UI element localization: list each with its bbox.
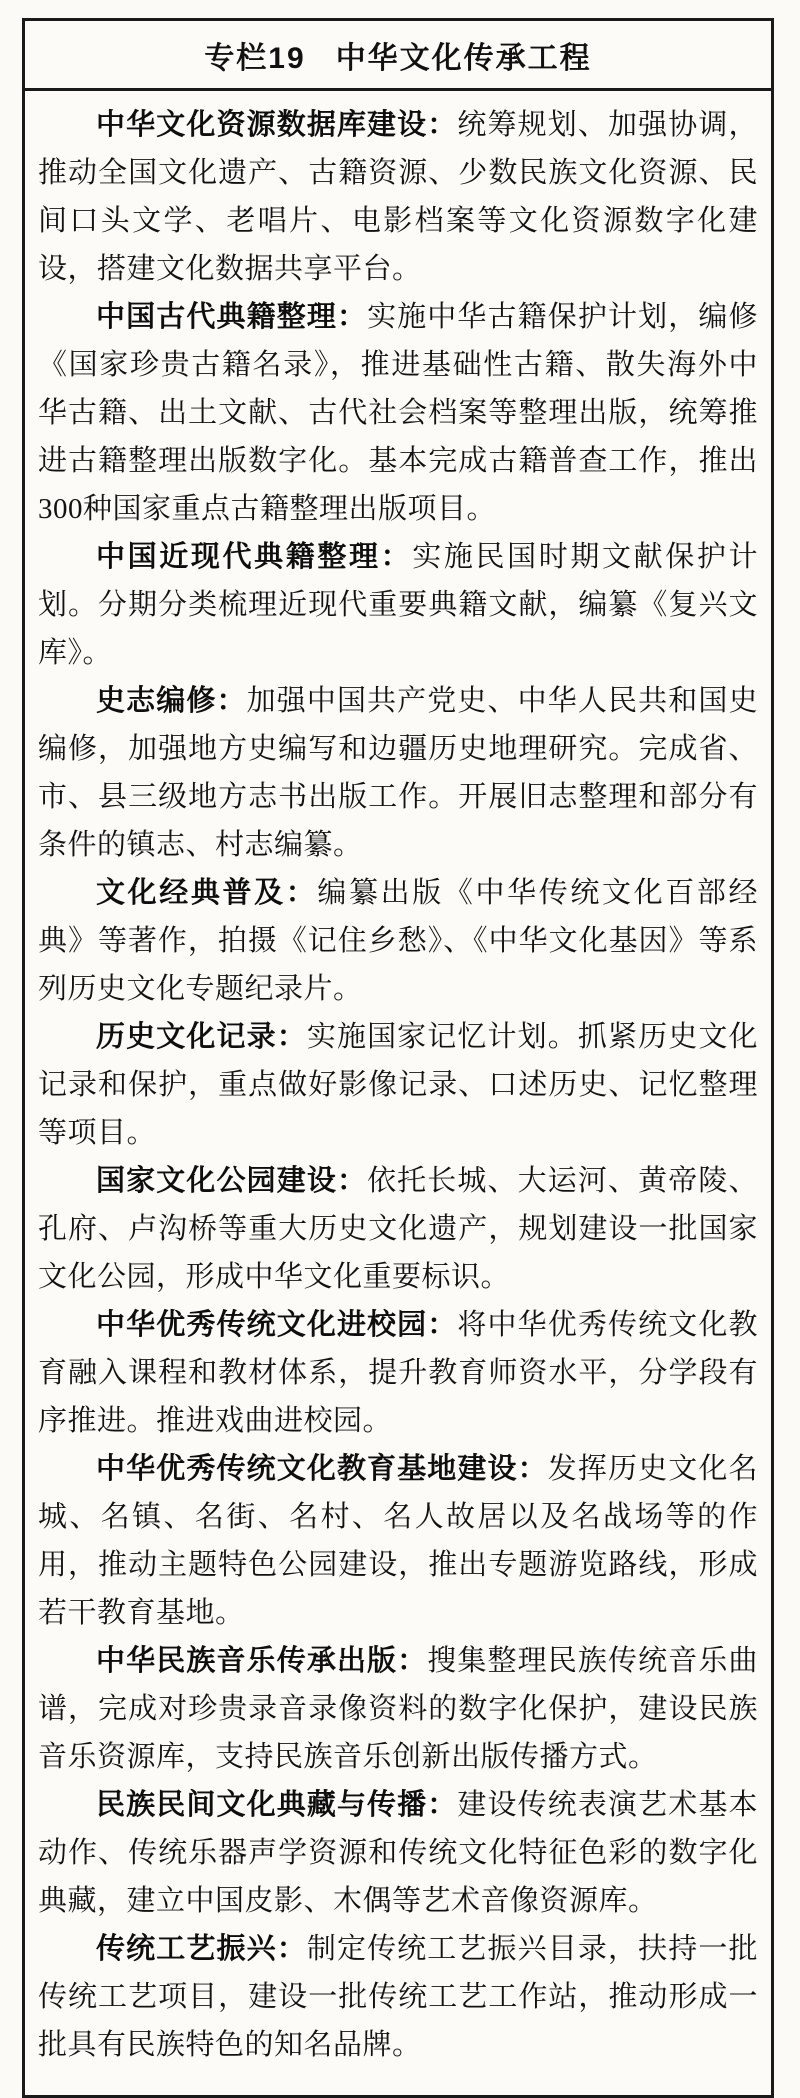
- paragraph-label: 中华优秀传统文化进校园：: [96, 1309, 458, 1341]
- box-body: [25, 91, 771, 2095]
- paragraph-text: 编纂出版《中华传统文化百部经典》等著作，拍摄《记住乡愁》、《中华文化基因》等系列历史文化专题纪录片。: [38, 877, 758, 1005]
- paragraph-text: 将中华优秀传统文化教育融入课程和教材体系，提升教育师资水平，分学段有序推进。推进戏曲进校园。: [38, 1309, 758, 1437]
- paragraph-history-compilation: [38, 677, 758, 869]
- paragraph-text: 发挥历史文化名城、名镇、名街、名村、名人故居以及名战场等的作用，推动主题特色公园建设，推出专题游览路线，形成若干教育基地。: [38, 1453, 758, 1629]
- paragraph-text: 实施国家记忆计划。抓紧历史文化记录和保护，重点做好影像记录、口述历史、记忆整理等项目。: [38, 1021, 758, 1149]
- paragraph-label: 中华民族音乐传承出版：: [96, 1645, 428, 1677]
- paragraph-label: 中华优秀传统文化教育基地建设：: [96, 1453, 548, 1485]
- paragraph-text: 实施民国时期文献保护计划。分期分类梳理近现代重要典籍文献，编纂《复兴文库》。: [38, 541, 758, 669]
- paragraph-text: 建设传统表演艺术基本动作、传统乐器声学资源和传统文化特征色彩的数字化典藏，建立中国皮影、木偶等艺术音像资源库。: [38, 1789, 758, 1917]
- paragraph-label: 中国近现代典籍整理：: [96, 541, 413, 573]
- paragraph-culture-resource-database: [38, 101, 758, 293]
- box-title: [25, 21, 771, 91]
- paragraph-traditional-crafts-revival: [38, 1925, 758, 2069]
- paragraph-education-bases: [38, 1445, 758, 1637]
- box-title-name: 中华文化传承工程: [335, 42, 592, 75]
- paragraph-label: 史志编修：: [96, 685, 247, 717]
- paragraph-text: 搜集整理民族传统音乐曲谱，完成对珍贵录音录像资料的数字化保护，建设民族音乐资源库，支持民族音乐创新出版传播方式。: [38, 1645, 758, 1773]
- column-box: [22, 18, 774, 2098]
- paragraph-text: 统筹规划、加强协调，推动全国文化遗产、古籍资源、少数民族文化资源、民间口头文学、老唱片、电影档案等文化资源数字化建设，搭建文化数据共享平台。: [38, 109, 758, 285]
- box-title-prefix: 专栏19: [204, 42, 306, 75]
- paragraph-text: 依托长城、大运河、黄帝陵、孔府、卢沟桥等重大历史文化遗产，规划建设一批国家文化公园，形成中华文化重要标识。: [38, 1165, 758, 1293]
- paragraph-modern-classics: [38, 533, 758, 677]
- paragraph-folk-culture-collection: [38, 1781, 758, 1925]
- paragraph-label: 国家文化公园建设：: [96, 1165, 368, 1197]
- paragraph-ethnic-music-publishing: [38, 1637, 758, 1781]
- paragraph-label: 中华文化资源数据库建设：: [96, 109, 458, 141]
- paragraph-text: 制定传统工艺振兴目录，扶持一批传统工艺项目，建设一批传统工艺工作站，推动形成一批具有民族特色的知名品牌。: [38, 1933, 758, 2061]
- paragraph-label: 民族民间文化典藏与传播：: [96, 1789, 458, 1821]
- paragraph-text: 实施中华古籍保护计划，编修《国家珍贵古籍名录》，推进基础性古籍、散失海外中华古籍、出土文献、古代社会档案等整理出版，统筹推进古籍整理出版数字化。基本完成古籍普查工作，推出300种国家重点古籍整理出版项目。: [38, 301, 758, 525]
- paragraph-ancient-classics: [38, 293, 758, 533]
- paragraph-label: 文化经典普及：: [96, 877, 318, 909]
- paragraph-text: 加强中国共产党史、中华人民共和国史编修，加强地方史编写和边疆历史地理研究。完成省、市、县三级地方志书出版工作。开展旧志整理和部分有条件的镇志、村志编纂。: [38, 685, 758, 861]
- paragraph-national-culture-parks: [38, 1157, 758, 1301]
- paragraph-label: 传统工艺振兴：: [96, 1933, 307, 1965]
- paragraph-culture-into-schools: [38, 1301, 758, 1445]
- paragraph-label: 中国古代典籍整理：: [96, 301, 368, 333]
- paragraph-label: 历史文化记录：: [96, 1021, 307, 1053]
- paragraph-classics-popularization: [38, 869, 758, 1013]
- paragraph-historical-culture-record: [38, 1013, 758, 1157]
